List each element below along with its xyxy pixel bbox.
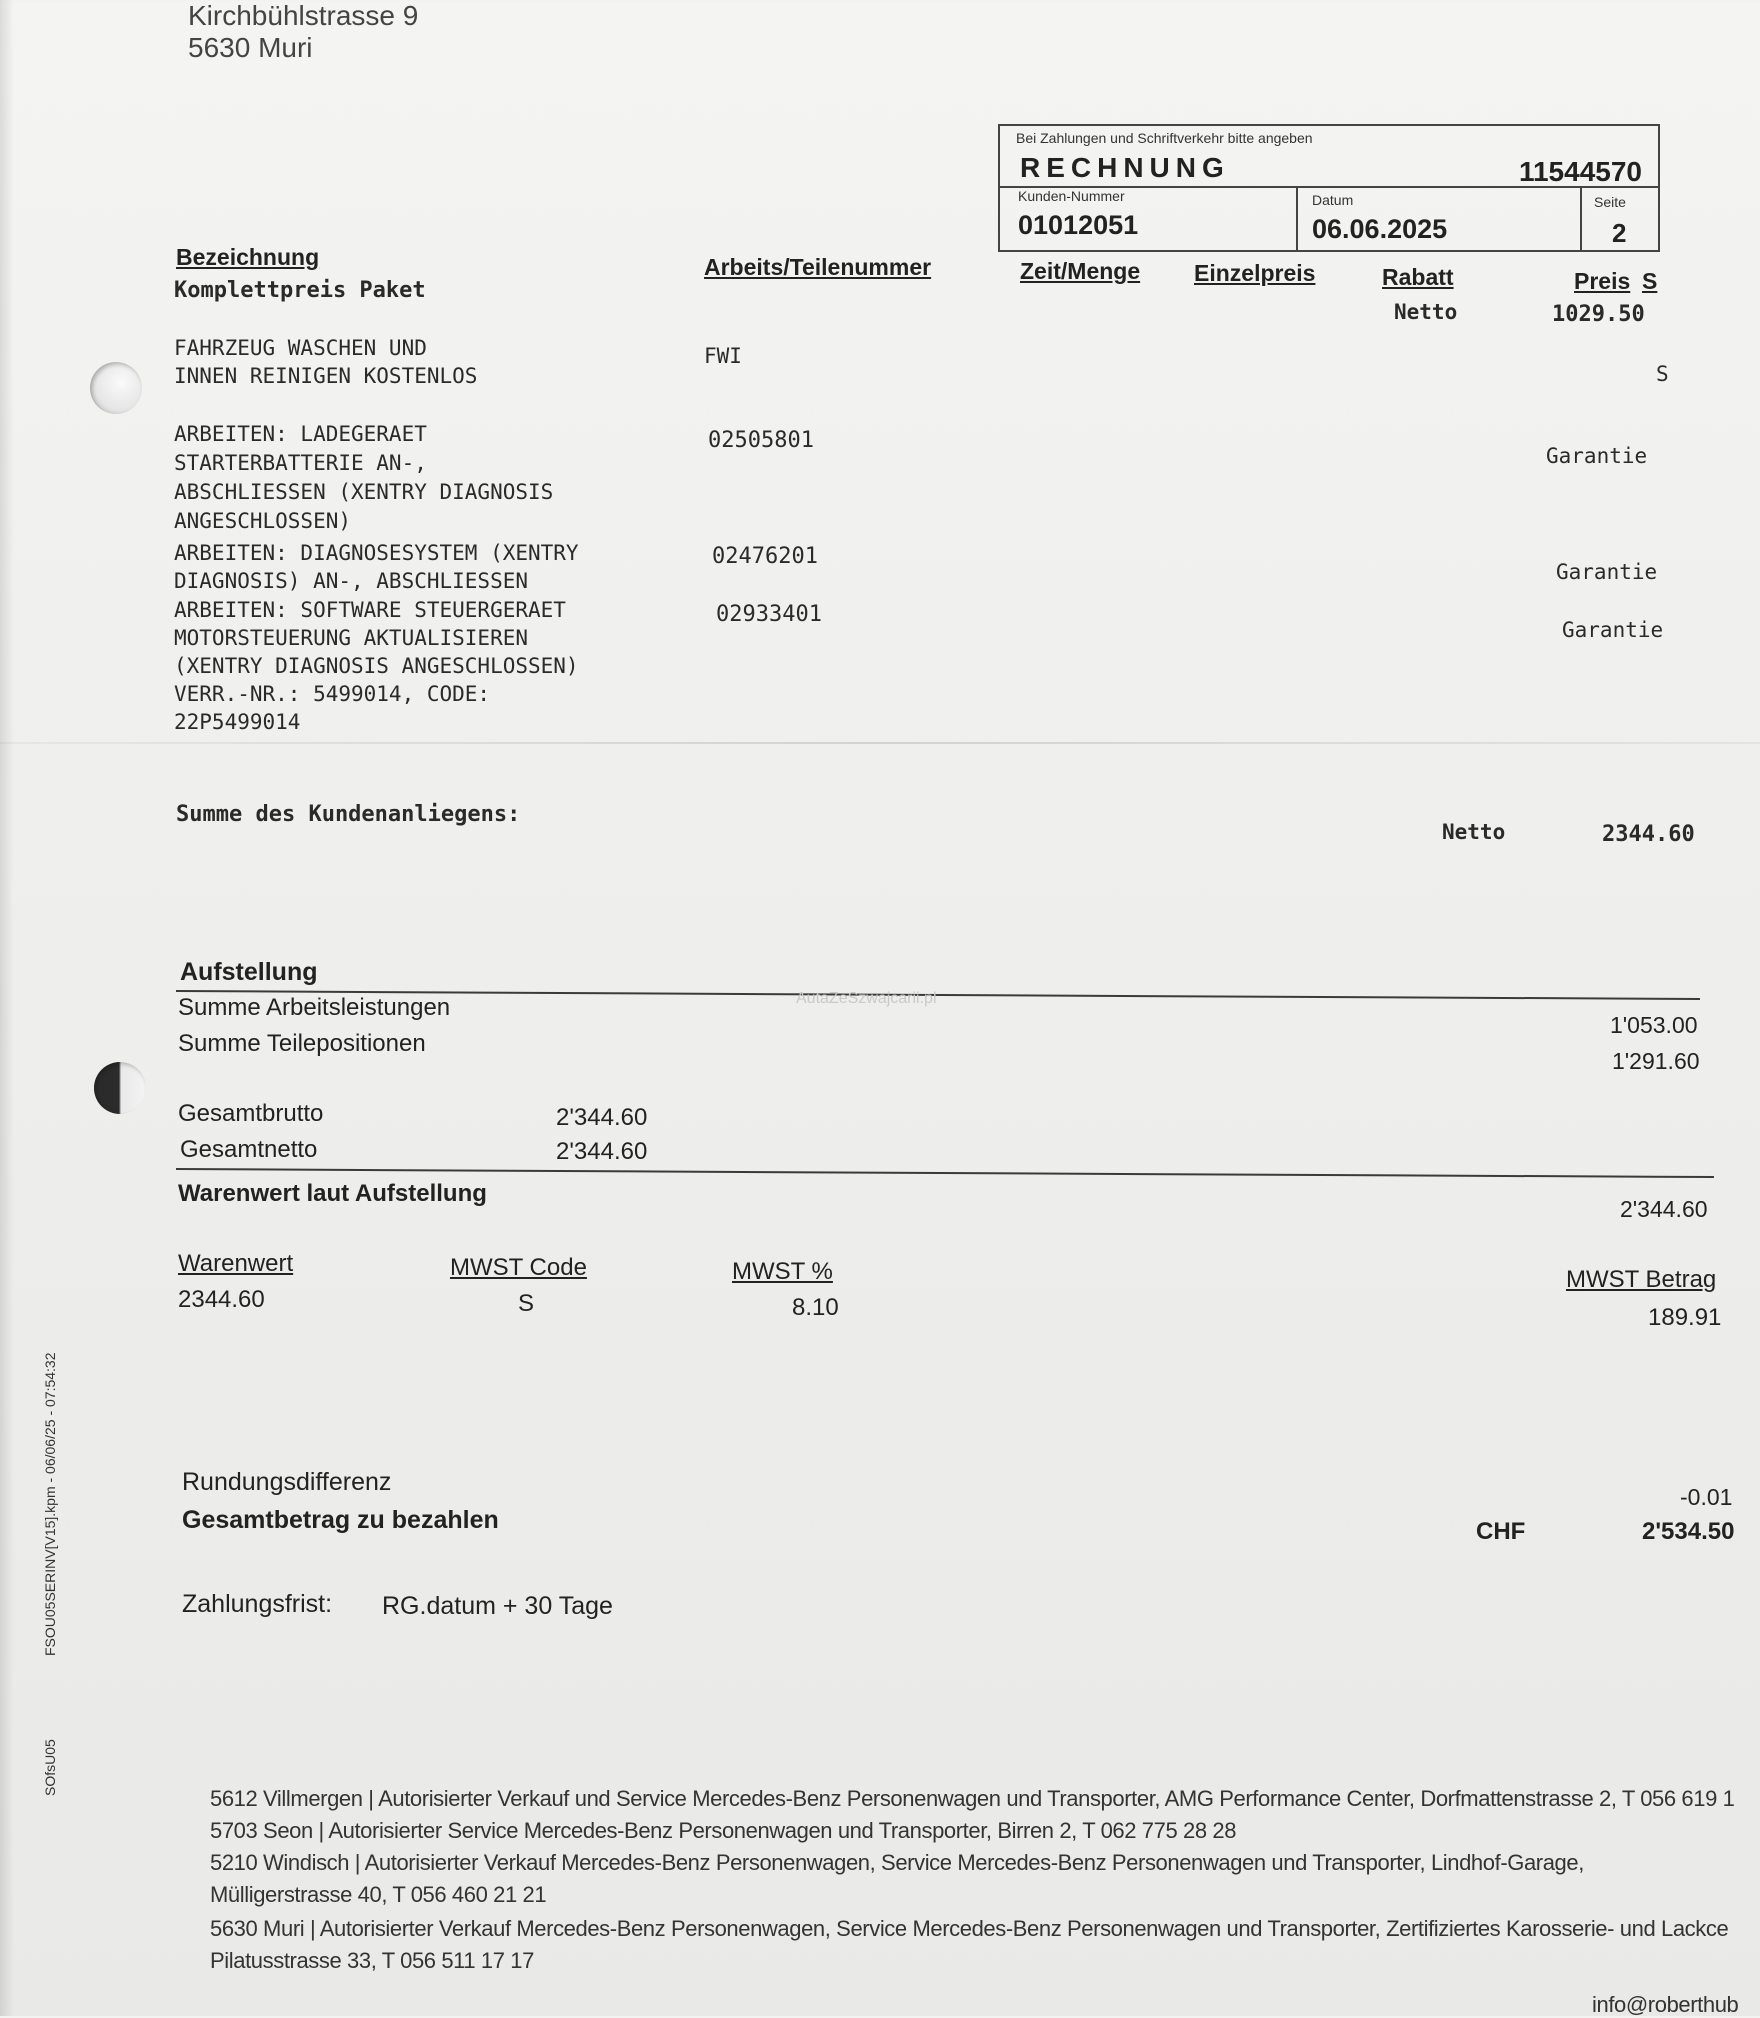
item-flag: Garantie [1556,560,1658,584]
mwst-warenwert: 2344.60 [178,1286,265,1313]
address-city: 5630 Muri [188,32,313,63]
summe-arbeit-value: 1'053.00 [1610,1012,1698,1038]
mwst-header-code: MWST Code [450,1254,587,1281]
item-description: ABSCHLIESSEN (XENTRY DIAGNOSIS [174,480,554,504]
paper-fold [0,742,1760,744]
column-header-s: S [1642,268,1658,294]
item-description: ANGESCHLOSSEN) [174,509,352,533]
column-header-preis: Preis [1574,268,1631,294]
summe-kunden-value: 2344.60 [1602,822,1695,847]
column-header-rabatt: Rabatt [1382,264,1454,290]
mwst-code: S [518,1290,535,1317]
page-edge-shadow [0,0,14,2016]
page-label: Seite [1594,194,1626,210]
item-code: FWI [704,344,742,368]
footer-line: 5703 Seon | Autorisierter Service Mercedes-Benz Personenwagen und Transporter, Birren 2, T 062 775 28 28 [210,1818,1237,1843]
summe-teile-value: 1'291.60 [1612,1048,1700,1074]
gesamtbrutto-value: 2'344.60 [556,1104,648,1131]
warenwert-label: Warenwert laut Aufstellung [178,1180,487,1207]
mwst-header-betrag: MWST Betrag [1566,1266,1717,1293]
item-code: 02476201 [712,544,818,569]
page-number: 2 [1612,218,1627,248]
gesamtnetto-value: 2'344.60 [556,1138,648,1165]
item-code: 02933401 [716,602,822,627]
summe-arbeit-label: Summe Arbeitsleistungen [178,994,451,1021]
rundung-label: Rundungsdifferenz [182,1468,392,1496]
footer-email: info@roberthub [1592,1992,1739,2017]
summe-teile-label: Summe Teilepositionen [178,1030,426,1057]
item-description: INNEN REINIGEN KOSTENLOS [174,364,478,388]
rundung-value: -0.01 [1680,1484,1733,1510]
column-header-einzelpreis: Einzelpreis [1194,260,1316,286]
item-description: STARTERBATTERIE AN-, [174,451,427,475]
item-description: FAHRZEUG WASCHEN UND [174,336,427,360]
mwst-header-warenwert: Warenwert [178,1250,294,1277]
customer-number: 01012051 [1018,210,1139,240]
footer-line: Mülligerstrasse 40, T 056 460 21 21 [210,1882,547,1907]
warenwert-rule [176,1168,1714,1178]
gesamtbetrag-label: Gesamtbetrag zu bezahlen [182,1506,499,1534]
column-header-bezeichnung: Bezeichnung [176,244,320,270]
gesamtbrutto-label: Gesamtbrutto [178,1100,324,1127]
item-description: ARBEITEN: LADEGERAET [174,422,427,446]
invoice-note: Bei Zahlungen und Schriftverkehr bitte angeben [1016,130,1313,146]
aufstellung-title: Aufstellung [180,958,318,986]
customer-number-label: Kunden-Nummer [1018,188,1125,204]
item-flag: Garantie [1546,444,1648,468]
invoice-number: 11544570 [1518,156,1642,187]
address-street: Kirchbühlstrasse 9 [188,0,419,31]
footer-line: 5612 Villmergen | Autorisierter Verkauf und Service Mercedes-Benz Personenwagen und Transporter, AMG Performance Center, Dorfmattenstrasse 2, T 056 619 1 [210,1786,1735,1811]
package-price: 1029.50 [1552,302,1645,327]
punch-hole-top [90,362,142,414]
item-flag: Garantie [1562,618,1664,642]
footer-line: Pilatusstrasse 33, T 056 511 17 17 [210,1948,534,1973]
invoice-date: 06.06.2025 [1312,214,1448,244]
item-description: MOTORSTEUERUNG AKTUALISIEREN [174,626,529,650]
form-reference: FSOU05SERINV[V15].kpm - 06/06/25 - 07:54:32 [42,1352,58,1656]
item-description: ARBEITEN: DIAGNOSESYSTEM (XENTRY [174,541,579,565]
package-netto-label: Netto [1394,300,1458,324]
zahlungsfrist-label: Zahlungsfrist: [182,1590,333,1618]
watermark: AutaZeSzwajcarii.pl [796,990,937,1007]
invoice-title: RECHNUNG [1020,152,1230,183]
date-label: Datum [1312,192,1354,208]
footer-line: 5210 Windisch | Autorisierter Verkauf Mercedes-Benz Personenwagen, Service Mercedes-Benz Personenwagen und Transporter, Lindhof-Garage, [210,1850,1584,1875]
package-title: Komplettpreis Paket [174,278,426,303]
item-description: DIAGNOSIS) AN-, ABSCHLIESSEN [174,569,529,593]
gesamtbetrag-value: 2'534.50 [1642,1518,1735,1545]
form-code: SOfsU05 [42,1739,58,1796]
invoice-header-box [998,124,1660,252]
item-description: (XENTRY DIAGNOSIS ANGESCHLOSSEN) [174,654,579,678]
gesamtnetto-label: Gesamtnetto [180,1136,318,1163]
item-description: 22P5499014 [174,710,301,734]
summe-kunden-netto: Netto [1442,820,1506,844]
item-description: ARBEITEN: SOFTWARE STEUERGERAET [174,598,566,622]
mwst-betrag: 189.91 [1648,1304,1722,1331]
column-header-teilenummer: Arbeits/Teilenummer [704,254,932,280]
mwst-header-pct: MWST % [732,1258,833,1285]
warenwert-value: 2'344.60 [1620,1196,1708,1222]
mwst-pct: 8.10 [792,1294,839,1321]
summe-kunden-label: Summe des Kundenanliegens: [176,802,521,827]
footer-line: 5630 Muri | Autorisierter Verkauf Mercedes-Benz Personenwagen, Service Mercedes-Benz Personenwagen und Transporter, Zertifiziertes Karosserie- und Lackce [210,1916,1729,1941]
item-code: 02505801 [708,428,814,453]
zahlungsfrist-value: RG.datum + 30 Tage [382,1592,613,1620]
currency-label: CHF [1476,1518,1526,1545]
item-flag: S [1656,362,1669,386]
column-header-zeit-menge: Zeit/Menge [1020,258,1141,284]
punch-hole-bottom [94,1062,146,1114]
item-description: VERR.-NR.: 5499014, CODE: [174,682,491,706]
